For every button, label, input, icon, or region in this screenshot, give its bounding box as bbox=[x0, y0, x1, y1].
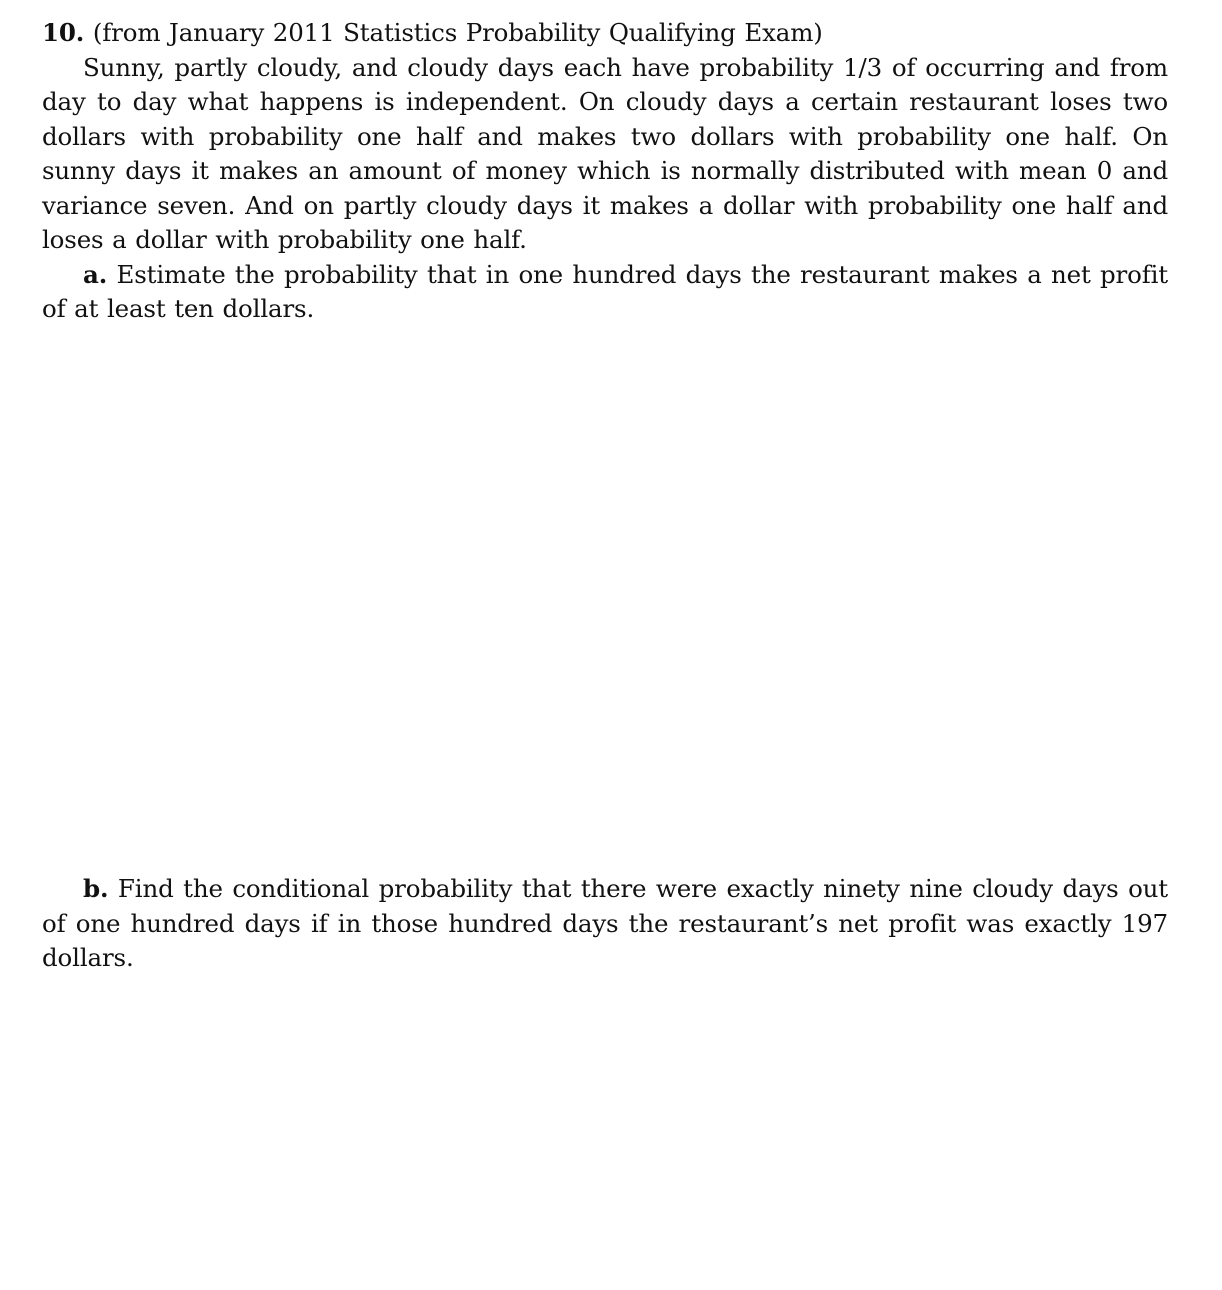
part-b-question bbox=[42, 872, 1168, 976]
problem-heading bbox=[42, 16, 1168, 51]
part-a-label: a. bbox=[83, 259, 108, 289]
problem-number: 10. bbox=[42, 18, 85, 47]
part-b-block bbox=[42, 872, 1168, 976]
part-b-text: Find the conditional probability that there were exactly ninety nine cloudy days out of one hundred days if in those hundred days the restaurant’s net profit was exactly 197 dollars. bbox=[42, 874, 1168, 972]
problem-statement-text: Sunny, partly cloudy, and cloudy days each have probability 1/3 of occurring and from day to day what happens is independent. On cloudy days a certain restaurant loses two dollars with probability one half and makes two dollars with probability one half. On sunny days it makes an amount of money which is normally distributed with mean 0 and variance seven. And on partly cloudy days it makes a dollar with probability one half and loses a dollar with probability one half. bbox=[42, 52, 1168, 254]
part-b-label: b. bbox=[83, 874, 109, 903]
part-a-text: Estimate the probability that in one hundred days the restaurant makes a net profit of at least ten dollars. bbox=[42, 259, 1169, 323]
problem-source: (from January 2011 Statistics Probability Qualifying Exam) bbox=[92, 18, 823, 47]
problem-block bbox=[42, 16, 1168, 327]
problem-statement bbox=[42, 51, 1168, 258]
part-a-question bbox=[42, 258, 1168, 327]
